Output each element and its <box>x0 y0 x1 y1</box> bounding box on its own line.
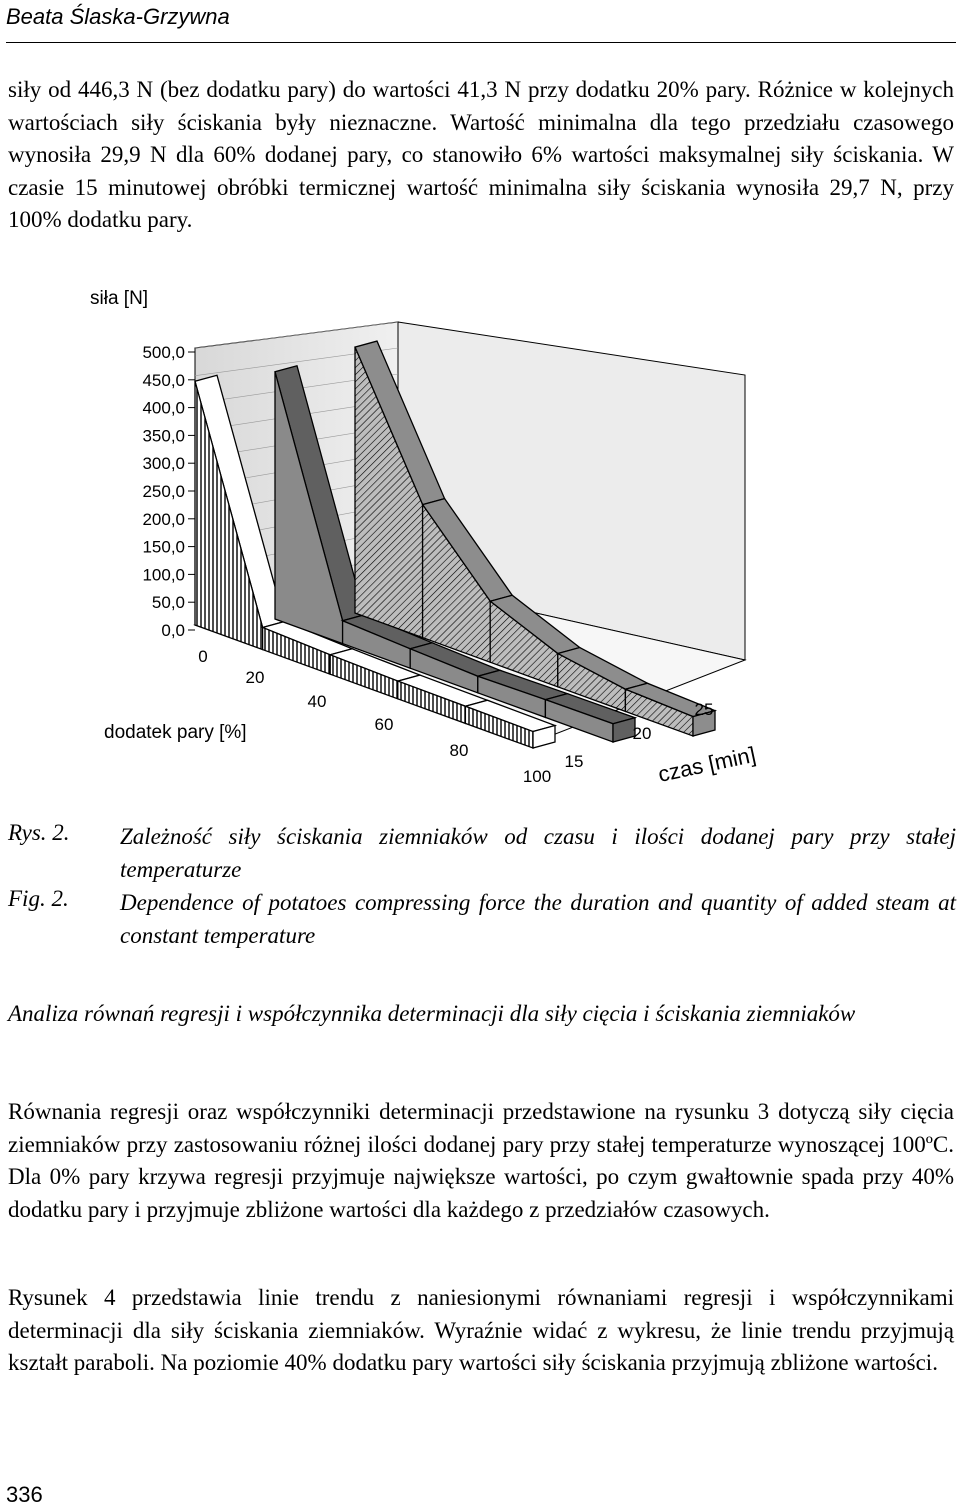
caption-rys-label: Rys. 2. <box>8 820 70 845</box>
x-tick-label: 20 <box>245 668 265 687</box>
header-rule <box>6 42 956 43</box>
y-tick-label: 400,0 <box>142 398 185 418</box>
paragraph-2: Rysunek 4 przedstawia linie trendu z naniesionymi równaniami regresji i współczynnikami determinacji dla siły ściskania ziemniaków. Wyraźnie widać z wykresu, że linie trendu przyjmują kształt paraboli. Na poziomie 40% dodatku pary wartości siły ściskania przyjmują zbliżone wartości. <box>8 1285 954 1375</box>
y-tick-label: 100,0 <box>142 565 185 585</box>
x-tick-label: 0 <box>198 647 208 666</box>
x-tick-label: 100 <box>522 767 552 786</box>
y-tick-label: 200,0 <box>142 509 185 529</box>
caption-fig-text: Dependence of potatoes compressing force the duration and quantity of added steam at constant temperature <box>120 890 956 948</box>
y-tick-label: 50,0 <box>151 593 185 613</box>
figure-3d-area-chart <box>0 270 960 810</box>
z-tick-label: 20 <box>632 724 652 743</box>
running-header-author: Beata Ślaska-Grzywna <box>6 4 230 29</box>
y-tick-label: 0,0 <box>161 621 185 640</box>
x-tick-label: 40 <box>307 692 327 711</box>
y-tick-label: 150,0 <box>142 537 185 557</box>
x-tick-label: 80 <box>449 741 469 760</box>
caption-rys-text: Zależność siły ściskania ziemniaków od czasu i ilości dodanej pary przy stałej temperaturze <box>120 824 956 882</box>
z-axis-title: czas [min] <box>655 741 758 787</box>
z-tick-label: 25 <box>694 700 714 719</box>
intro-paragraph: siły od 446,3 N (bez dodatku pary) do wartości 41,3 N przy dodatku 20% pary. Różnice w kolejnych wartościach siły ściskania były nieznaczne. Wartość minimalna dla tego przedziału czasowego wynosiła 29,9 N dla 60% dodanej pary, co stanowiło 6% wartości maksymalnej siły ściskania. W czasie 15 minutowej obróbki termicznej wartość minimalna siły ściskania wynosiła 29,7 N, przy 100% dodatku pary. <box>8 77 954 232</box>
paragraph-1: Równania regresji oraz współczynniki determinacji przedstawione na rysunku 3 dotyczą siły cięcia ziemniaków przy zastosowaniu różnej ilości dodanej pary przy stałej temperaturze wynoszącej 100ºC. Dla 0% pary krzywa regresji przyjmuje największe wartości, po czym gwałtownie spada przy 40% dodatku pary i przyjmuje zbliżone wartości dla każdego z przedziałów czasowych. <box>8 1099 954 1222</box>
y-axis-title: siła [N] <box>90 288 149 309</box>
page-number: 336 <box>6 1482 43 1507</box>
x-axis-title: dodatek pary [%] <box>104 722 247 743</box>
caption-fig-label: Fig. 2. <box>8 886 69 911</box>
x-tick-label: 60 <box>374 715 394 734</box>
z-tick-label: 15 <box>564 752 584 771</box>
y-tick-label: 350,0 <box>142 426 185 446</box>
y-tick-label: 450,0 <box>142 370 185 390</box>
y-tick-label: 500,0 <box>142 343 185 362</box>
y-tick-label: 300,0 <box>142 454 185 474</box>
y-tick-label: 250,0 <box>142 482 185 501</box>
section-heading: Analiza równań regresji i współczynnika determinacji dla siły cięcia i ściskania ziemniaków <box>8 1001 856 1026</box>
